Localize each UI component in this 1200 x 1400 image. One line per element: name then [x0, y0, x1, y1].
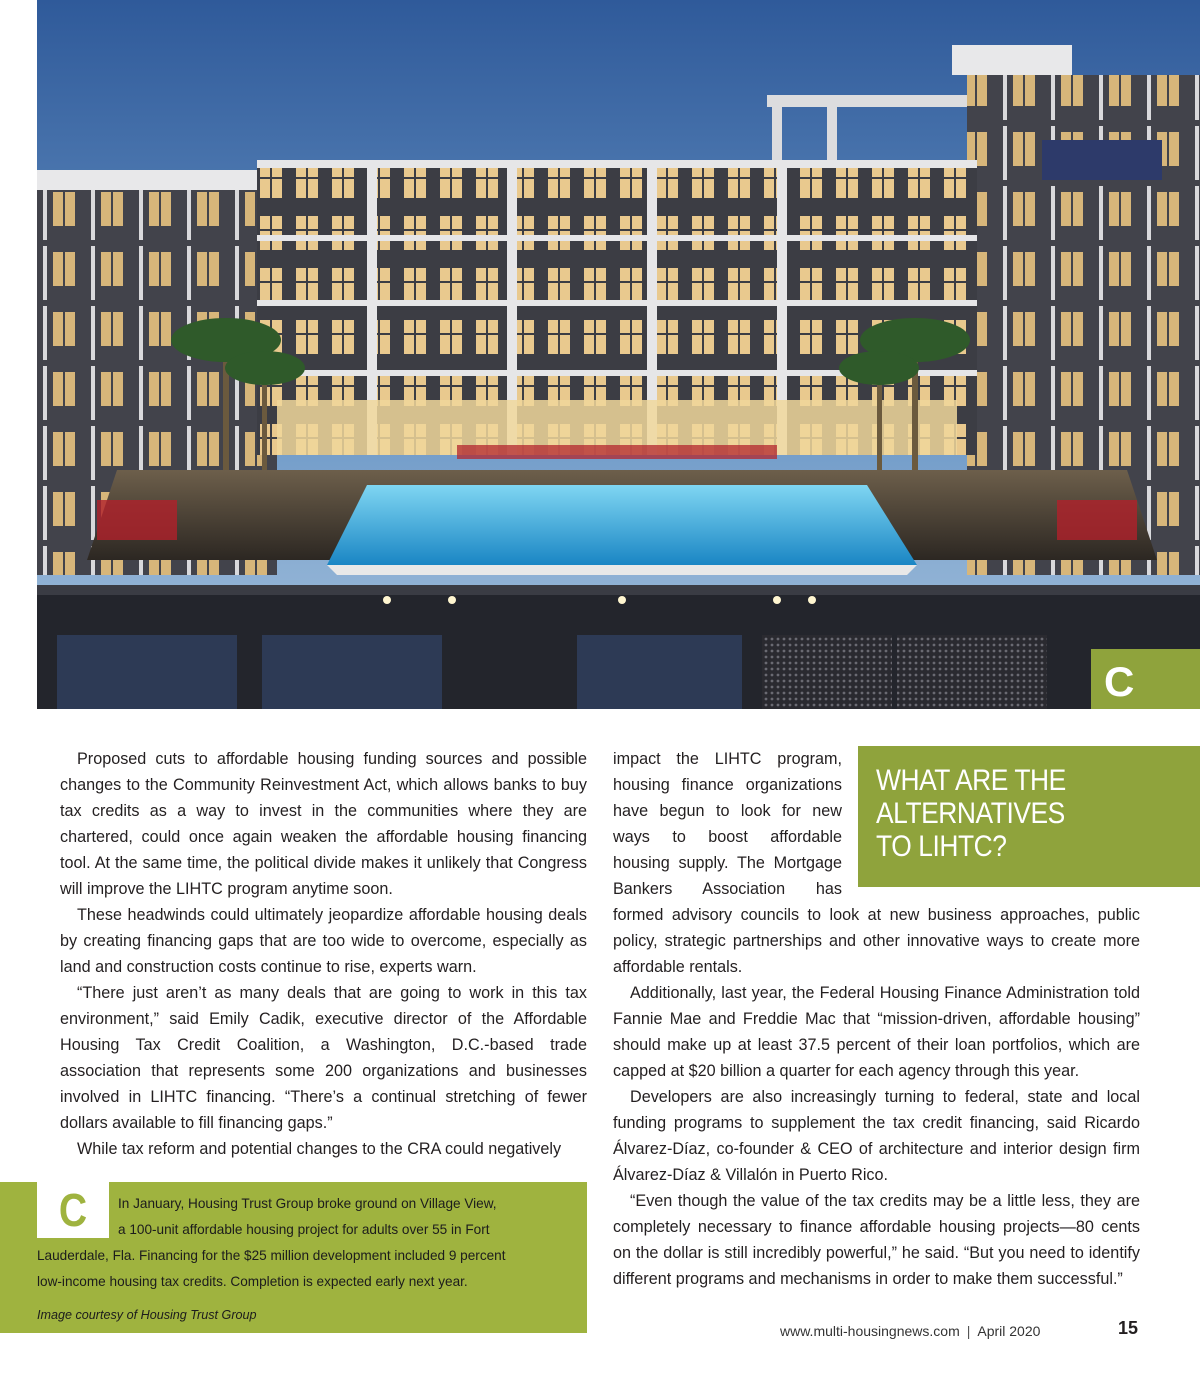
sidebar-title-line: WHAT ARE THE — [876, 764, 1066, 797]
sidebar-title — [876, 764, 1166, 863]
caption-line: In January, Housing Trust Group broke ground on Village View, — [118, 1196, 497, 1211]
image-credit: Image courtesy of Housing Trust Group — [37, 1308, 257, 1322]
sidebar-heading-box — [858, 746, 1200, 887]
paragraph: Developers are also increasingly turning to federal, state and local funding programs to supplement the tax credit financing, said Ricardo Álvarez-Díaz, co-founder & CEO of architecture and interior design firm Álvarez-Díaz & Villalón in Puerto Rico. — [613, 1088, 1140, 1184]
footer-separator: | — [966, 1323, 971, 1339]
sidebar-title-line: TO LIHTC? — [876, 830, 1007, 863]
photo-caption-box — [0, 1182, 587, 1333]
caption-line: Lauderdale, Fla. Financing for the $25 million development included 9 percent — [37, 1248, 506, 1263]
paragraph: “Even though the value of the tax credits may be a little less, they are completely necessary to finance affordable housing projects—80 cents on the dollar is still incredibly powerful,” he said. “But you need to identify different programs and mechanisms in order to make them successful.” — [613, 1192, 1140, 1288]
paragraph-continued: impact the LIHTC program, housing finance organizations have begun to look for new ways to boost affordable housing supply. The Mortgage Bankers Association has formed advisory councils to look at new business approaches, public policy, strategic partnerships and other innovative ways to create more affordable rentals. — [613, 750, 1140, 976]
footer-date: April 2020 — [977, 1323, 1041, 1339]
paragraph: While tax reform and potential changes to the CRA could negatively — [77, 1140, 562, 1158]
hero-badge-letter: C — [1104, 658, 1135, 705]
sidebar-title-line: ALTERNATIVES — [876, 797, 1065, 830]
paragraph: These headwinds could ultimately jeopardize affordable housing deals by creating financing gaps that are too wide to overcome, especially as land and construction costs continue to rise, experts warn. — [60, 906, 587, 976]
page-footer — [780, 1323, 1040, 1339]
paragraph: “There just aren’t as many deals that are going to work in this tax environment,” said Emily Cadik, executive director of the Affordable Housing Tax Credit Coalition, a Washington, D.C.-based trade association that represents some 200 organizations and businesses involved in LIHTC financing. “There’s a continual stretching of fewer dollars available to fill financing gaps.” — [60, 984, 587, 1132]
hero-image — [37, 0, 1200, 709]
article-column-right — [613, 746, 1140, 1292]
caption-badge — [37, 1182, 109, 1238]
article-column-left — [60, 746, 587, 1162]
paragraph: Proposed cuts to affordable housing funding sources and possible changes to the Community Reinvestment Act, which allows banks to buy tax credits as a way to invest in the communities where they are chartered, could once again weaken the affordable housing financing tool. At the same time, the political divide makes it unlikely that Congress will improve the LIHTC program anytime soon. — [60, 750, 587, 898]
apartment-rendering-image — [37, 0, 1200, 709]
caption-line: low-income housing tax credits. Completion is expected early next year. — [37, 1274, 468, 1289]
paragraph: Additionally, last year, the Federal Housing Finance Administration told Fannie Mae and Freddie Mac that “mission-driven, affordable housing” should make up at least 37.5 percent of their loan portfolios, which are capped at $20 billion a quarter for each agency through this year. — [613, 984, 1140, 1080]
page-number: 15 — [1118, 1318, 1139, 1338]
caption-line: a 100-unit affordable housing project for adults over 55 in Fort — [118, 1222, 490, 1237]
caption-badge-letter: C — [58, 1184, 88, 1236]
footer-website: www.multi-housingnews.com — [780, 1323, 960, 1339]
